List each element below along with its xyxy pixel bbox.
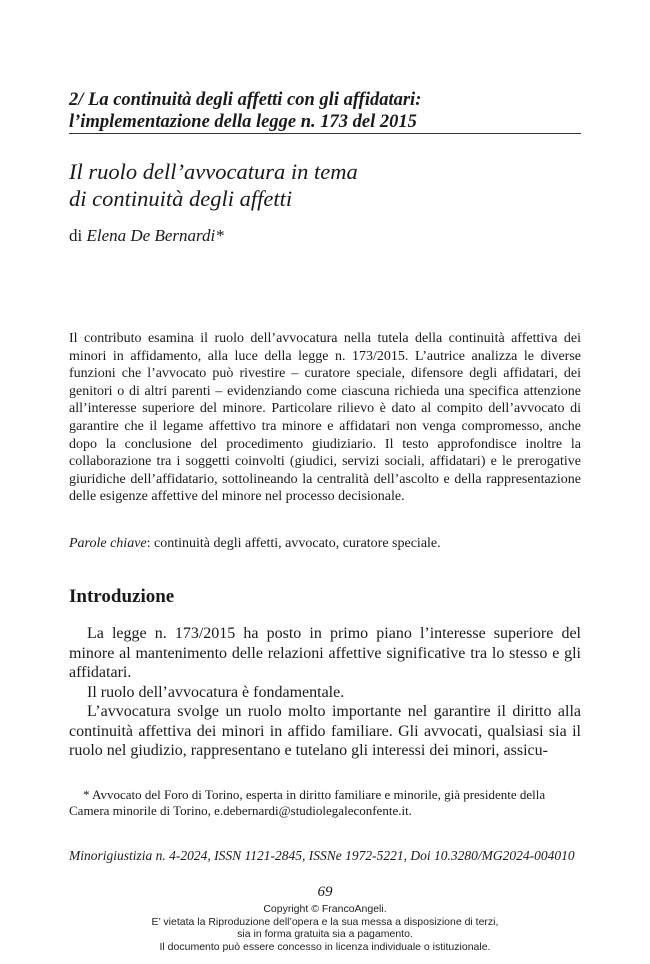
section-divider — [69, 133, 581, 134]
introduction-paragraph: Il ruolo dell’avvocatura è fondamentale. — [87, 683, 345, 701]
journal-citation: Minorigiustizia n. 4-2024, ISSN 1121-2845, ISSNe 1972-5221, Doi 10.3280/MG2024-004010 — [69, 848, 575, 863]
author-name: Elena De Bernardi* — [86, 226, 224, 245]
copyright-notice — [0, 903, 650, 953]
article-title-line1: Il ruolo dell’avvocatura in tema — [69, 159, 358, 184]
abstract: Il contributo esamina il ruolo dell’avvocatura nella tutela della continuità affettiva dei minori in affidamento, alla luce della legge n. 173/2015. L’autrice analizza le diverse funzioni che l’avvocato può rivestire – curatore speciale, difensore degli affidatari, dei genitori o di altri parenti – evidenziando come ciascuna richieda una specifica attenzione all’interesse superiore del minore. Particolare rilievo è dato al compito dell’avvocato di garantire che il legame affettivo tra minore e affidatari non venga compromesso, anche dopo la conclusione del procedimento giudiziario. Il testo approfondisce inoltre la collaborazione tra i soggetti coinvolti (giudici, servizi sociali, affidatari) e le prerogative giuridiche dell’affidatario, sottolineando la centralità dell’ascolto e della rappresentazione delle esigenze affettive del minore nel processo decisionale. — [69, 331, 581, 505]
keywords-values: : continuità degli affetti, avvocato, curatore speciale. — [146, 536, 441, 551]
section-heading — [69, 89, 589, 133]
page-number: 69 — [317, 884, 333, 900]
introduction-heading: Introduzione — [69, 586, 175, 607]
author-footnote: * Avvocato del Foro di Torino, esperta in diritto familiare e minorile, già presidente della Camera minorile di Torino, e.debernardi@studiolegaleconfente.it. — [69, 787, 546, 818]
copyright-line: Il documento può essere concesso in licenza individuale o istituzionale. — [159, 940, 491, 953]
copyright-line: Copyright © FrancoAngeli. — [263, 903, 387, 915]
article-title — [69, 158, 589, 212]
section-heading-line1: 2/ La continuità degli affetti con gli affidatari: — [69, 90, 422, 110]
copyright-line: E’ vietata la Riproduzione dell’opera e la sua messa a disposizione di terzi, — [151, 915, 499, 928]
section-heading-line2: l’implementazione della legge n. 173 del 2015 — [69, 112, 417, 132]
copyright-line: sia in forma gratuita sia a pagamento. — [237, 928, 413, 941]
byline-prefix: di — [69, 226, 83, 245]
article-title-line2: di continuità degli affetti — [69, 186, 293, 211]
introduction-paragraph: La legge n. 173/2015 ha posto in primo piano l’interesse superiore del minore al mantenimento delle relazioni affettive significative tra lo stesso e gli affidatari. — [69, 625, 581, 681]
keywords — [69, 535, 581, 552]
keywords-label: Parole chiave — [69, 536, 147, 551]
byline — [69, 226, 224, 246]
introduction-paragraph: L’avvocatura svolge un ruolo molto importante nel garantire il diritto alla continuità affettiva dei minori in affido familiare. Gli avvocati, qualsiasi sia il ruolo nel giudizio, rappresentano e tutelano gli interessi dei minori, assicu- — [69, 703, 581, 759]
introduction-body — [69, 624, 581, 761]
